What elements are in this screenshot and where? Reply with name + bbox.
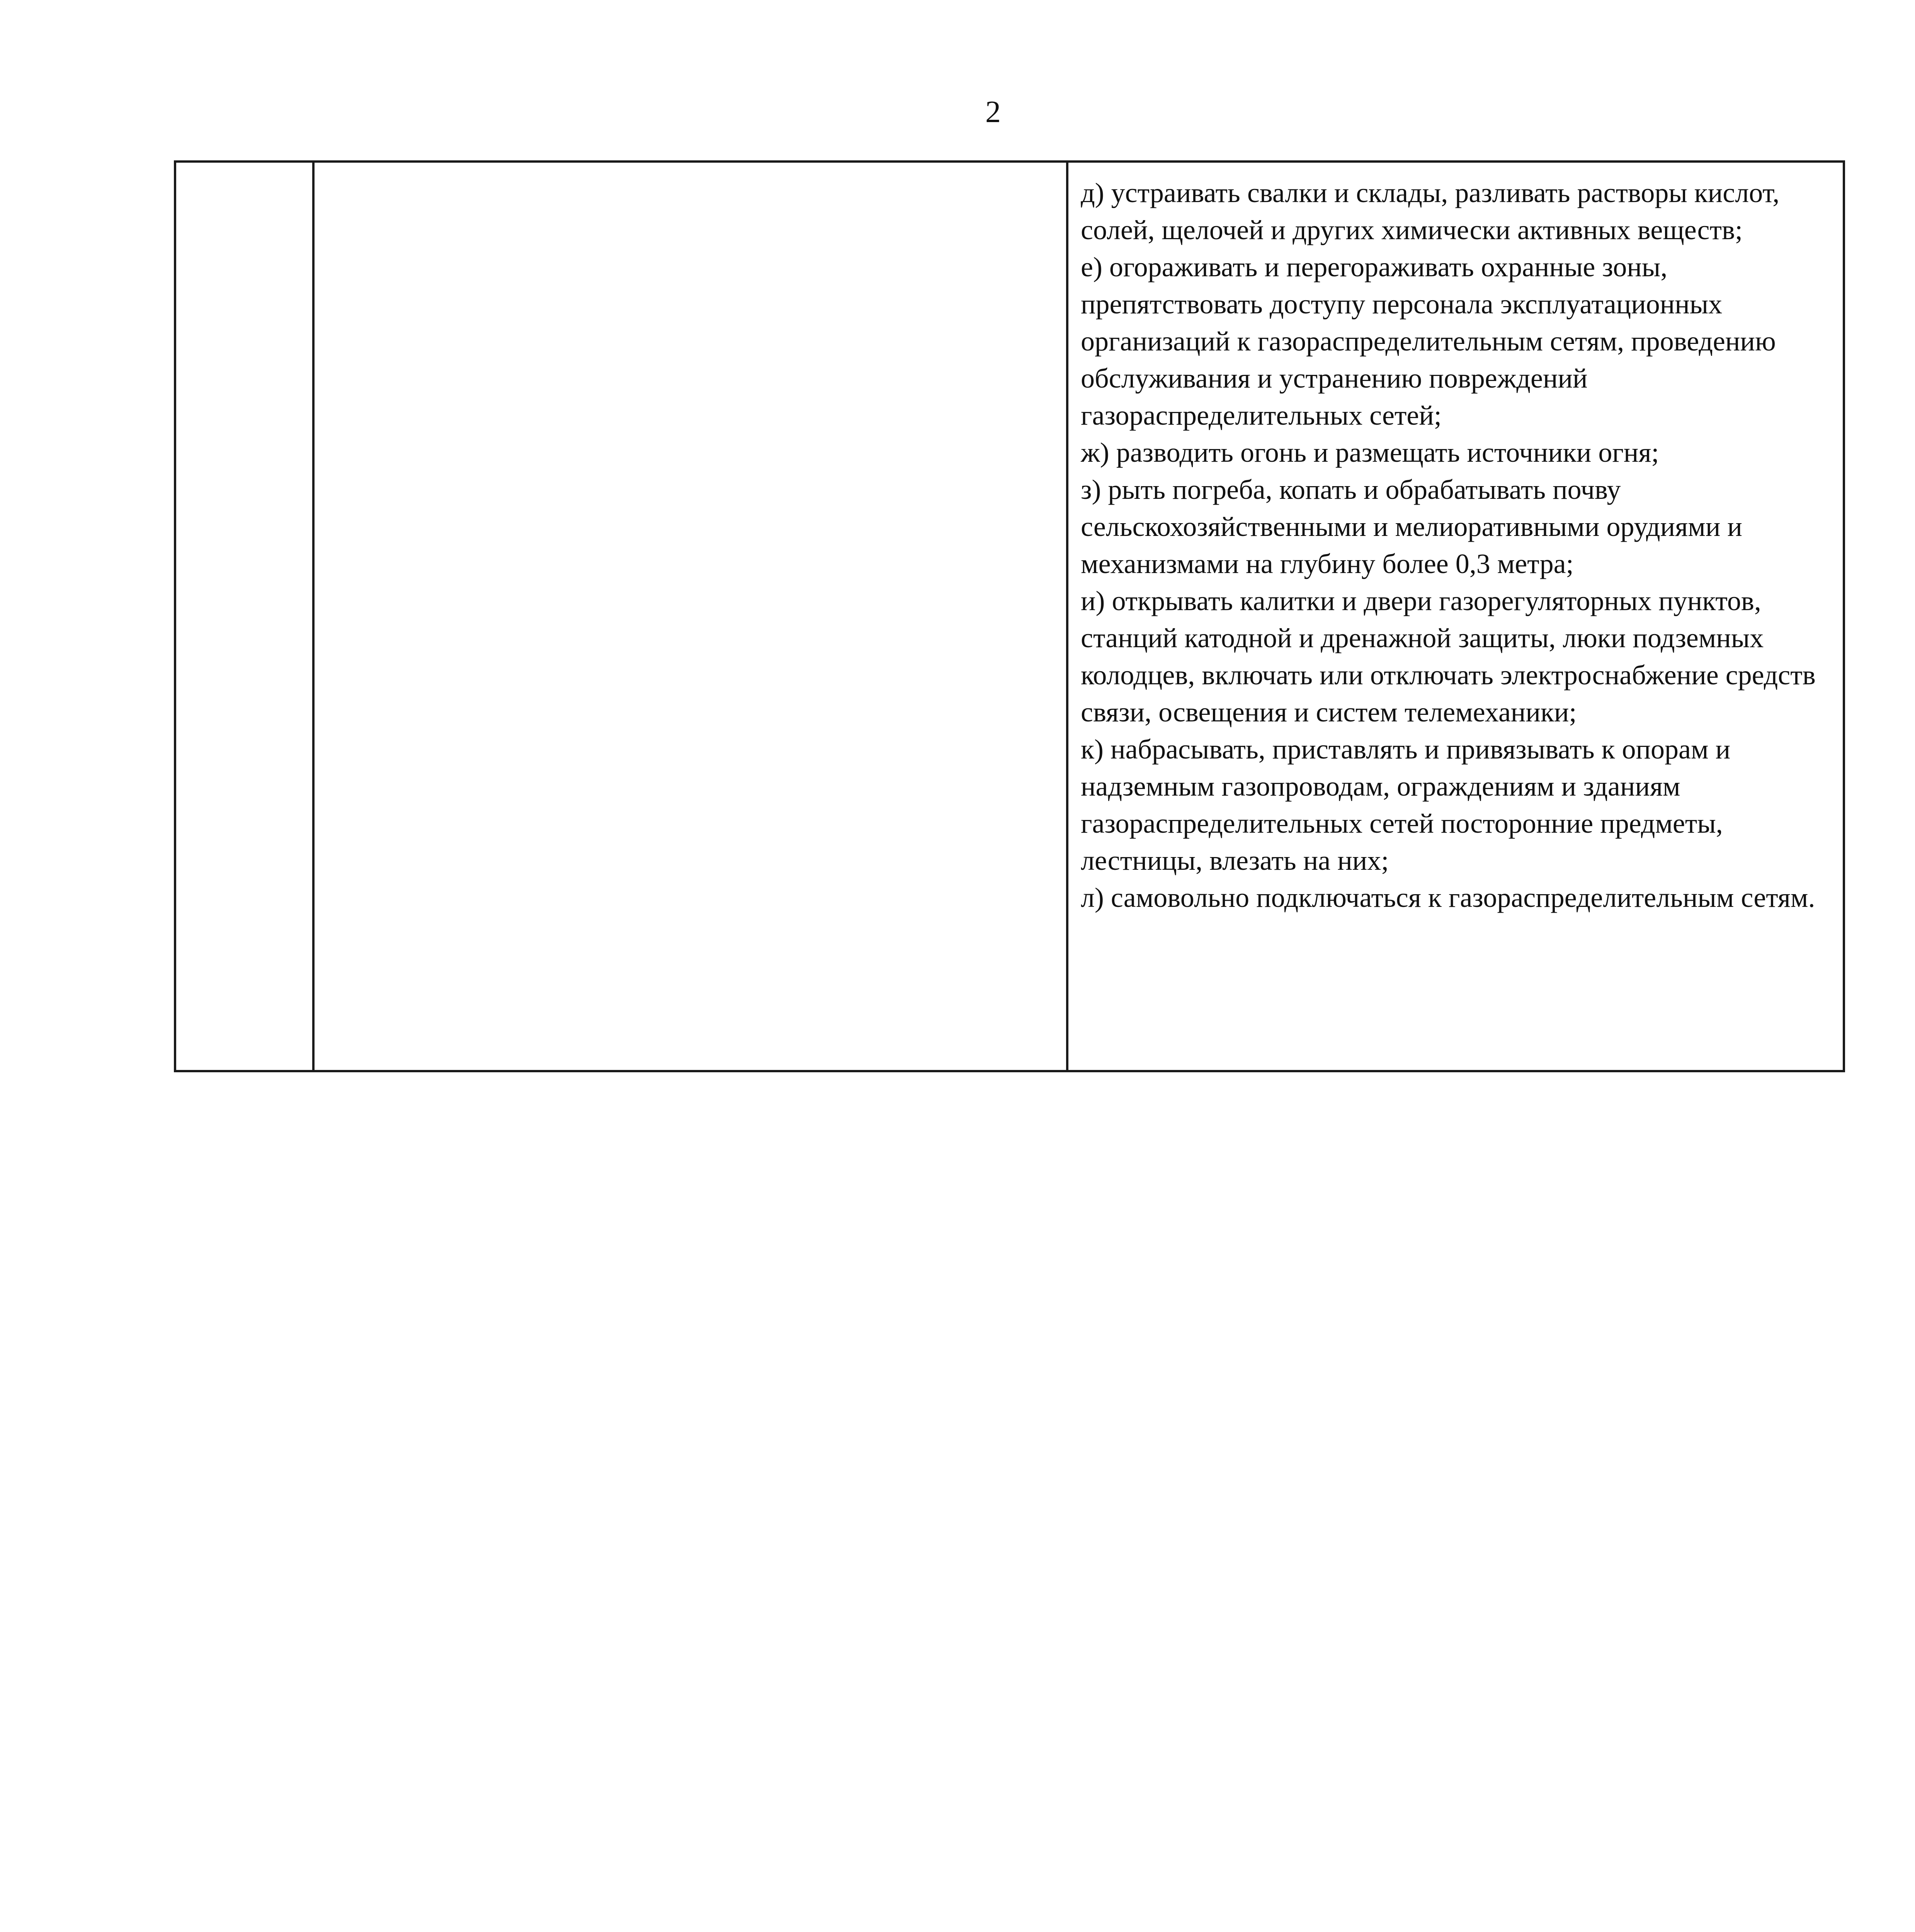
table-cell-restrictions [1067, 162, 1844, 1071]
restrictions-list [1068, 163, 1843, 924]
restriction-item-e: е) огораживать и перегораживать охранные зоны, препятствовать доступу персонала эксплуатационных организаций к газораспределительным сетям, проведению обслуживания и устранению повреждений газораспределительных сетей; [1081, 252, 1776, 431]
restriction-item-k: к) набрасывать, приставлять и привязывать к опорам и надземным газопроводам, ограждениям и зданиям газораспределительных сетей посторонние предметы, лестницы, влезать на них; [1081, 734, 1731, 876]
restriction-item-l: л) самовольно подключаться к газораспределительным сетям. [1081, 882, 1815, 913]
restriction-item-z: з) рыть погреба, копать и обрабатывать почву сельскохозяйственными и мелиоративными орудиями и механизмами на глубину более 0,3 метра; [1081, 474, 1742, 579]
restriction-item-i: и) открывать калитки и двери газорегуляторных пунктов, станций катодной и дренажной защиты, люки подземных колодцев, включать или отключать электроснабжение средств связи, освещения и систем телемеханики; [1081, 585, 1816, 728]
restriction-item-d: д) устраивать свалки и склады, разливать растворы кислот, солей, щелочей и других химически активных веществ; [1081, 177, 1780, 245]
table-cell-description [313, 162, 1067, 1071]
table-row [175, 162, 1844, 1071]
page-number: 2 [985, 95, 1001, 129]
restrictions-table [174, 160, 1845, 1072]
table-cell-number [175, 162, 313, 1071]
restriction-item-zh: ж) разводить огонь и размещать источники огня; [1081, 437, 1659, 468]
